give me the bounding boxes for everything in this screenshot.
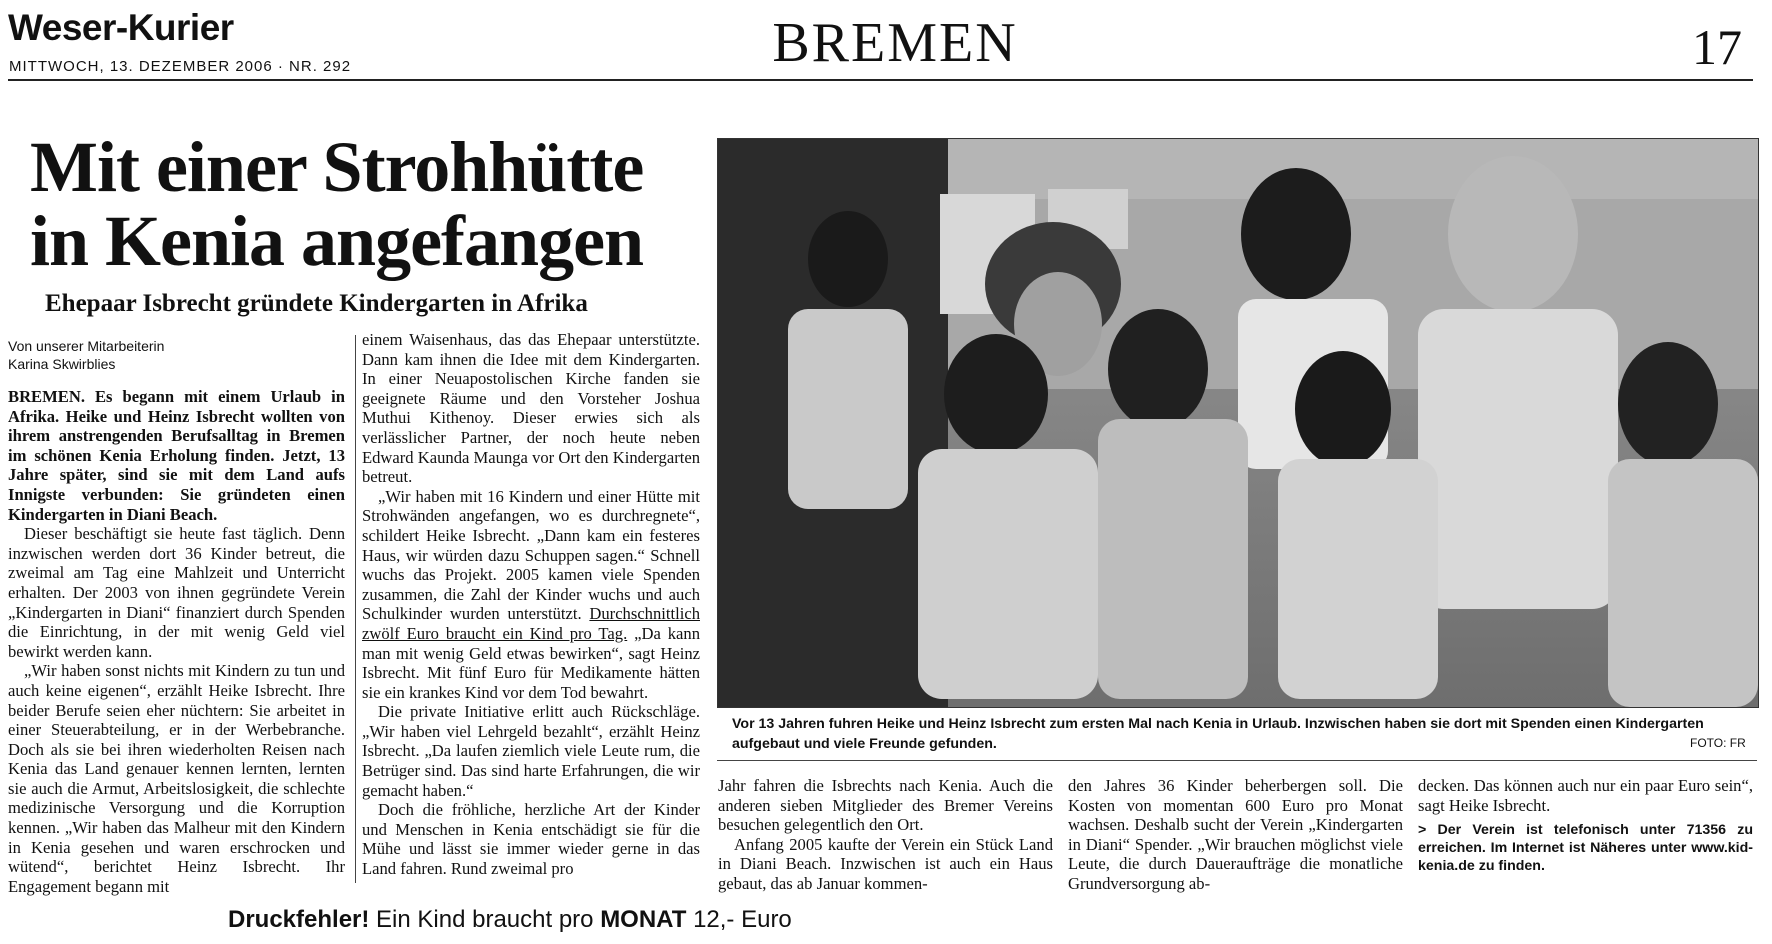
paragraph: Anfang 2005 kaufte der Verein ein Stück Land in Diani Beach. Inzwischen ist auch ein Haus gebaut, das ab Januar kommen- — [718, 834, 1053, 893]
correction-amount: 12,- Euro — [693, 906, 792, 933]
paragraph: Dieser beschäftigt sie heute fast täglich. Denn inzwischen werden dort 36 Kinder betreut, die zweimal am Tag eine Mahlzeit und Unterricht erhalten. Der 2003 von ihnen gegründete Verein „Kindergarten in Diani“ finanziert durch Spenden die Einrichtung, in der mit wenig Geld viel bewirkt werden kann. — [8, 524, 345, 661]
headline-line-2: in Kenia angefangen — [30, 201, 644, 281]
article-column-2 — [362, 330, 700, 879]
column-divider — [355, 335, 356, 883]
paragraph: den Jahres 36 Kinder beherbergen soll. Die Kosten von momentan 600 Euro pro Monat wachsen. Deshalb sucht der Verein „Kindergarten in Diani“ Spender. „Wir brauchen möglichst viele Leute, die durch Daueraufträge die monatliche Grundversorgung ab- — [1068, 776, 1403, 893]
issue-date: MITTWOCH, 13. DEZEMBER 2006 · NR. 292 — [9, 58, 352, 75]
paragraph: Die private Initiative erlitt auch Rückschläge. „Wir haben viel Lehrgeld bezahlt“, erzählt Heinz Isbrecht. „Da laufen ziemlich viele Leute rum, die Betrüger sind. Das sind harte Erfahrungen, die wir gemacht haben.“ — [362, 702, 700, 800]
underlined-statement: Durchschnittlich zwölf Euro braucht ein Kind pro Tag. — [362, 604, 700, 643]
article-column-3 — [718, 776, 1053, 894]
article-headline — [30, 127, 720, 281]
misprint-correction — [228, 906, 792, 934]
caption-rule — [717, 760, 1757, 761]
correction-label: Druckfehler! — [228, 906, 370, 933]
paragraph: „Wir haben mit 16 Kindern und einer Hütte mit Strohwänden angefangen, wo es durchregnete“, schildert Heike Isbrecht. „Dann kam ein festeres Haus, wir würden dazu Schuppen sagen.“ Schnell wuchs das Projekt. 2005 kamen viele Spenden zusammen, die Zahl der Kinder wuchs und auch Schulkinder wurden unterstützt. Durchschnittlich zwölf Euro braucht ein Kind pro Tag. „Da kann man mit wenig Geld etwas bewirken“, sagt Heinz Isbrecht. Mit fünf Euro für Medikamente hätten sie ein krankes Kind vor dem Tod bewahrt. — [362, 486, 700, 702]
contact-info-box: > Der Verein ist telefonisch unter 71356 zu erreichen. Im Internet ist Näheres unter www.kid-kenia.de zu finden. — [1418, 822, 1753, 875]
paragraph: Jahr fahren die Isbrechts nach Kenia. Auch die anderen sieben Mitglieder des Bremer Vereins besuchen gelegentlich den Ort. — [718, 776, 1053, 835]
newspaper-name: Weser-Kurier — [8, 7, 234, 48]
paragraph: decken. Das können auch nur ein paar Euro sein“, sagt Heike Isbrecht. — [1418, 776, 1753, 815]
article-subheadline: Ehepaar Isbrecht gründete Kindergarten in Afrika — [45, 290, 588, 317]
article-column-4 — [1068, 776, 1403, 894]
photo-caption: Vor 13 Jahren fuhren Heike und Heinz Isbrecht zum ersten Mal nach Kenia in Urlaub. Inzwischen haben sie dort mit Spenden einen Kindergarten aufgebaut und viele Freunde gefunden. — [732, 716, 1704, 752]
article-photo — [717, 138, 1759, 708]
paragraph: „Wir haben sonst nichts mit Kindern zu tun und auch keine eigenen“, erzählt Heike Isbrecht. Ihre beider Berufe seien eher nüchtern: Sie arbeitet in einer Steuerabteilung, er in der Werbebranche. Doch als sie bei ihren wiederholten Reisen nach Kenia das Land genauer kennen lernten, lernten sie auch die Armut, Arbeitslosigkeit, die schlechte medizinische Versorgung und die Korruption kennen. „Wir haben das Malheur mit den Kindern in Kenia gesehen und waren erschrocken und wütend“, berichtet Heinz Isbrecht. Ihr Engagement begann mit — [8, 661, 345, 896]
paragraph: Doch die fröhliche, herzliche Art der Kinder und Menschen in Kenia entschädigt sie für die Mühe und lässt sie immer wieder gerne in das Land fahren. Rund zweimal pro — [362, 800, 700, 879]
masthead-rule — [8, 79, 1753, 81]
photo-credit: FOTO: FR — [1690, 736, 1746, 750]
section-title: BREMEN — [772, 12, 1018, 74]
page-number: 17 — [1692, 19, 1742, 75]
article-column-5 — [1418, 776, 1753, 875]
lead-paragraph: BREMEN. Es begann mit einem Urlaub in Afrika. Heike und Heinz Isbrecht wollten von ihrem anstrengenden Berufsalltag in Bremen im schönen Kenia Erholung finden. Jetzt, 13 Jahre später, sind sie mit dem Land aufs Innigste verbunden: Sie gründeten einen Kindergarten in Diani Beach. — [8, 387, 345, 524]
photo-illustration — [718, 139, 1758, 707]
byline: Von unserer Mitarbeiterin Karina Skwirblies — [8, 338, 165, 372]
article-column-1 — [8, 337, 345, 896]
correction-text: Ein Kind braucht pro — [376, 906, 594, 933]
correction-emphasis: MONAT — [600, 906, 687, 933]
headline-line-1: Mit einer Strohhütte — [30, 127, 644, 207]
paragraph: einem Waisenhaus, das das Ehepaar unterstützte. Dann kam ihnen die Idee mit dem Kindergarten. In einer Neuapostolischen Kirche fanden sie geeignete Räume und den Vorsteher Joshua Muthui Kithenoy. Dieser erwies sich als verlässlicher Partner, der noch heute neben Edward Kaunda Maunga vor Ort den Kindergarten betreut. — [362, 330, 700, 487]
